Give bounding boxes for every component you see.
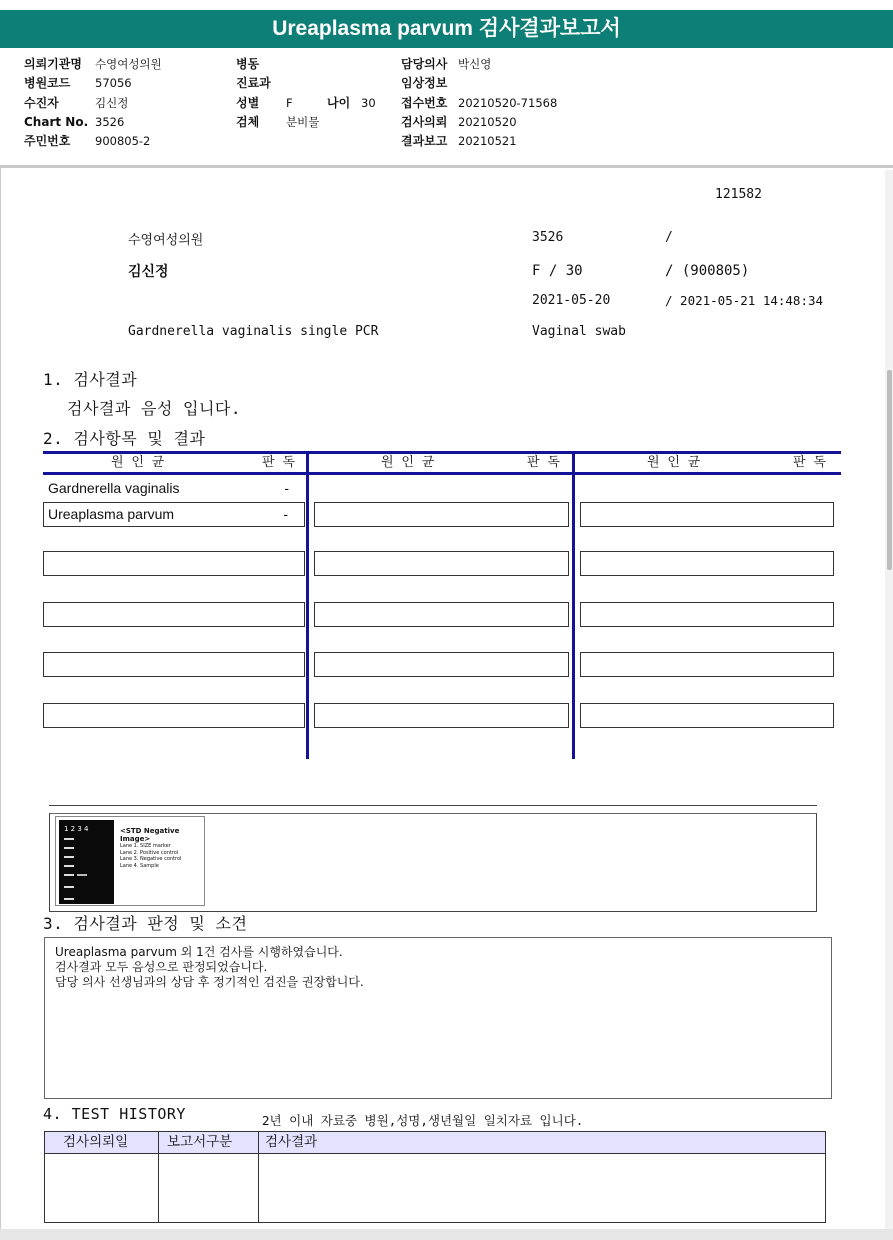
info-value: 20210520-71568 bbox=[458, 95, 558, 110]
request-date: 2021-05-20 bbox=[532, 293, 611, 308]
info-label: 병동 bbox=[236, 57, 260, 71]
opinion-box bbox=[44, 937, 832, 1099]
pathogen-name: Ureaplasma parvum bbox=[48, 506, 175, 522]
gel-band bbox=[77, 874, 87, 876]
info-row bbox=[236, 94, 376, 113]
info-label: 수진자 bbox=[24, 95, 59, 110]
history-header-cell: 검사결과 bbox=[265, 1134, 318, 1150]
result-header: 판 독 bbox=[527, 455, 560, 470]
info-row bbox=[236, 74, 319, 93]
info-row bbox=[24, 132, 162, 151]
pathogen-header: 원 인 균 bbox=[647, 455, 701, 470]
pathogen-header: 원 인 균 bbox=[111, 455, 165, 470]
info-row bbox=[401, 132, 557, 151]
empty-result-cell bbox=[314, 703, 569, 728]
empty-result-cell bbox=[580, 652, 834, 677]
pathogen-name: Gardnerella vaginalis bbox=[48, 480, 180, 496]
info-value: 900805-2 bbox=[95, 134, 151, 149]
gel-legend-item: Lane 2. Positive control bbox=[120, 849, 179, 856]
info-value: 김신정 bbox=[95, 95, 129, 110]
header-info-col3 bbox=[401, 55, 557, 151]
info-label: 접수번호 bbox=[401, 95, 448, 110]
report-datetime: / 2021-05-21 14:48:34 bbox=[665, 293, 824, 308]
info-row bbox=[24, 55, 162, 74]
info-value: 30 bbox=[361, 95, 376, 110]
gel-band bbox=[64, 898, 74, 900]
empty-result-cell bbox=[580, 602, 834, 627]
info-label: 병원코드 bbox=[24, 76, 71, 91]
info-row bbox=[236, 113, 319, 132]
opinion-line: 담당 의사 선생님과의 상담 후 정기적인 검진을 권장합니다. bbox=[55, 975, 364, 989]
divider-line bbox=[49, 805, 817, 806]
gel-electrophoresis-image bbox=[55, 816, 205, 906]
chart-number: 3526 bbox=[532, 230, 564, 245]
info-value: F bbox=[286, 95, 293, 110]
info-row bbox=[401, 55, 557, 74]
section-4-title: 4. TEST HISTORY bbox=[43, 1105, 186, 1123]
gel-legend-item: Lane 3. Negative control bbox=[120, 856, 182, 862]
header-info-col2 bbox=[236, 55, 376, 132]
result-value: - bbox=[283, 506, 288, 522]
section-1-title: 1. 검사결과 bbox=[43, 370, 138, 389]
gel-band bbox=[64, 886, 74, 888]
info-label: 의뢰기관명 bbox=[24, 57, 82, 71]
empty-result-cell bbox=[43, 551, 305, 576]
scrollbar-thumb[interactable] bbox=[887, 370, 892, 570]
section-2-title: 2. 검사항목 및 결과 bbox=[43, 429, 206, 448]
info-row bbox=[24, 113, 162, 132]
info-label: 임상정보 bbox=[401, 76, 448, 91]
info-row bbox=[24, 94, 162, 113]
column-divider bbox=[572, 451, 575, 759]
gel-legend-item: Lane 1. SIZE marker bbox=[120, 843, 171, 849]
gel-legend bbox=[120, 843, 181, 869]
info-label: 주민번호 bbox=[24, 134, 71, 149]
opinion-line: Ureaplasma parvum 외 1건 검사를 시행하였습니다. bbox=[55, 945, 343, 959]
result-value: - bbox=[284, 480, 289, 496]
result-header: 판 독 bbox=[793, 455, 826, 470]
gel-lane-numbers: 1 2 3 4 bbox=[64, 825, 89, 833]
info-row bbox=[401, 113, 557, 132]
result-row bbox=[43, 502, 305, 527]
horizontal-scrollbar[interactable] bbox=[0, 1229, 893, 1240]
info-row bbox=[401, 94, 557, 113]
gel-band bbox=[64, 874, 74, 876]
empty-result-cell bbox=[43, 703, 305, 728]
info-value: 57056 bbox=[95, 76, 132, 91]
empty-result-cell bbox=[580, 551, 834, 576]
column-divider bbox=[306, 451, 309, 759]
info-row bbox=[24, 74, 162, 93]
info-value: 수영여성의원 bbox=[95, 57, 162, 71]
gel-band bbox=[64, 847, 74, 849]
info-label: 검체 bbox=[236, 114, 260, 129]
overall-result: 검사결과 음성 입니다. bbox=[67, 399, 242, 418]
info-label: 담당의사 bbox=[401, 57, 448, 71]
header-info-col1 bbox=[24, 55, 162, 151]
pathogen-header: 원 인 균 bbox=[381, 455, 435, 470]
empty-result-cell bbox=[314, 502, 569, 527]
empty-result-cell bbox=[43, 602, 305, 627]
report-number: 121582 bbox=[715, 187, 762, 202]
birth-date: / (900805) bbox=[665, 263, 750, 279]
specimen-type: Vaginal swab bbox=[532, 324, 626, 339]
info-label: 진료과 bbox=[236, 76, 271, 91]
gel-caption: <STD Negative Image> bbox=[120, 827, 180, 843]
result-header: 판 독 bbox=[262, 455, 295, 470]
info-row bbox=[401, 74, 557, 93]
info-value: 20210521 bbox=[458, 134, 517, 149]
info-value: 3526 bbox=[95, 114, 125, 129]
info-value: 분비물 bbox=[286, 114, 320, 129]
info-label: 나이 bbox=[327, 95, 351, 110]
empty-result-cell bbox=[314, 652, 569, 677]
info-value: 박신영 bbox=[458, 57, 492, 71]
empty-result-cell bbox=[580, 502, 834, 527]
report-title: Ureaplasma parvum 검사결과보고서 bbox=[0, 10, 893, 48]
info-label: 검사의뢰 bbox=[401, 114, 448, 129]
gel-band bbox=[64, 856, 74, 858]
info-row bbox=[236, 55, 319, 74]
separator-slash: / bbox=[665, 230, 673, 245]
empty-result-cell bbox=[580, 703, 834, 728]
opinion-line: 검사결과 모두 음성으로 판정되었습니다. bbox=[55, 960, 268, 974]
history-header-cell: 검사의뢰일 bbox=[63, 1134, 129, 1150]
test-name: Gardnerella vaginalis single PCR bbox=[128, 324, 379, 339]
results-grid-header bbox=[43, 451, 841, 475]
hospital-name: 수영여성의원 bbox=[128, 233, 204, 248]
info-label: 결과보고 bbox=[401, 134, 448, 149]
vertical-scrollbar[interactable] bbox=[885, 170, 893, 1230]
history-header-cell: 보고서구분 bbox=[167, 1134, 233, 1150]
result-row bbox=[43, 476, 305, 501]
empty-result-cell bbox=[314, 602, 569, 627]
empty-result-cell bbox=[314, 551, 569, 576]
info-label: 성별 bbox=[236, 95, 260, 110]
gel-band bbox=[64, 838, 74, 840]
patient-name: 김신정 bbox=[128, 264, 169, 280]
info-label: Chart No. bbox=[24, 114, 89, 129]
age-field bbox=[327, 94, 376, 113]
history-note: 2년 이내 자료중 병원,성명,생년월일 일치자료 입니다. bbox=[262, 1113, 584, 1128]
empty-result-cell bbox=[43, 652, 305, 677]
info-value: 20210520 bbox=[458, 114, 517, 129]
sex-age: F / 30 bbox=[532, 263, 583, 279]
gel-legend-item: Lane 4. Sample bbox=[120, 862, 159, 869]
section-3-title: 3. 검사결과 판정 및 소견 bbox=[43, 914, 248, 933]
gel-band bbox=[64, 865, 74, 867]
gel-photo bbox=[59, 820, 114, 904]
history-table bbox=[44, 1131, 826, 1223]
